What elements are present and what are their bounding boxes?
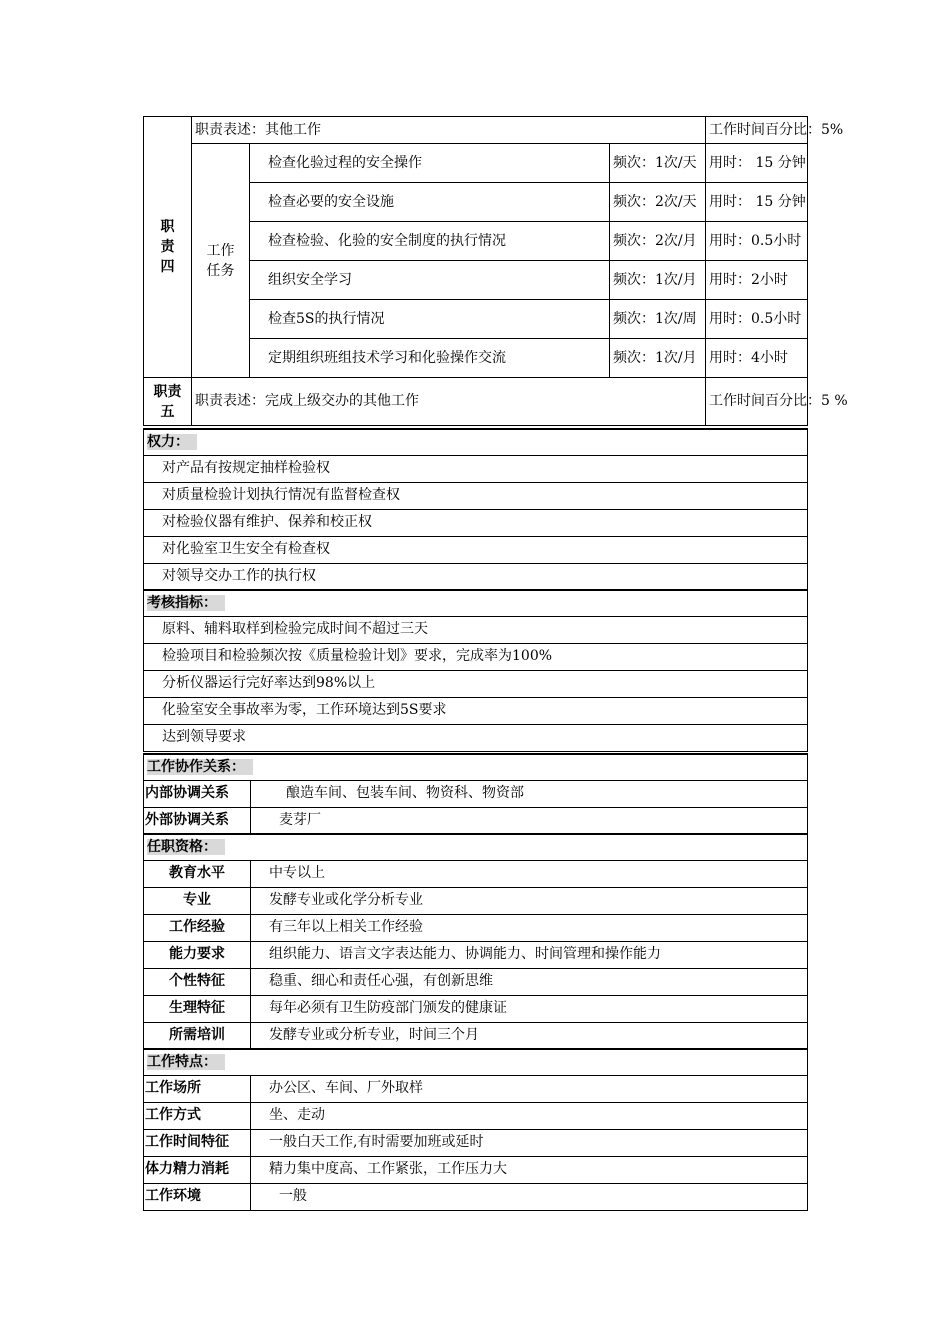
qualification-value: 每年必须有卫生防疫部门颁发的健康证 — [251, 995, 808, 1022]
task-frequency: 频次：2次/天 — [610, 183, 706, 222]
task-frequency: 频次：1次/周 — [610, 300, 706, 339]
cooperation-label: 外部协调关系 — [144, 807, 251, 834]
qualification-value: 发酵专业或分析专业，时间三个月 — [251, 1022, 808, 1049]
qualification-value: 稳重、细心和责任心强，有创新思维 — [251, 968, 808, 995]
duty5-percent: 工作时间百分比：5 % — [706, 378, 808, 426]
requirements-table — [143, 753, 808, 1211]
task-time: 用时：2小时 — [706, 261, 808, 300]
task-name: 检查化验过程的安全操作 — [250, 144, 610, 183]
authority-item: 对检验仪器有维护、保养和校正权 — [144, 509, 808, 536]
authority-item: 对化验室卫生安全有检查权 — [144, 536, 808, 563]
task-name: 检查检验、化验的安全制度的执行情况 — [250, 222, 610, 261]
qualification-label: 所需培训 — [144, 1022, 251, 1049]
qualification-label: 教育水平 — [144, 860, 251, 887]
feature-value: 坐、走动 — [251, 1102, 808, 1129]
task-name: 检查必要的安全设施 — [250, 183, 610, 222]
feature-label: 工作方式 — [144, 1102, 251, 1129]
task-time: 用时：0.5小时 — [706, 222, 808, 261]
feature-label: 体力精力消耗 — [144, 1156, 251, 1183]
task-time: 用时：4小时 — [706, 339, 808, 378]
authority-item: 对领导交办工作的执行权 — [144, 563, 808, 590]
qualification-value: 发酵专业或化学分析专业 — [251, 887, 808, 914]
feature-label: 工作时间特征 — [144, 1129, 251, 1156]
kpi-header: 考核指标： — [144, 590, 808, 616]
qualification-value: 有三年以上相关工作经验 — [251, 914, 808, 941]
qualification-label: 专业 — [144, 887, 251, 914]
feature-value: 一般白天工作,有时需要加班或延时 — [251, 1129, 808, 1156]
kpi-item: 达到领导要求 — [144, 724, 808, 751]
duty5-description: 职责表述：完成上级交办的其他工作 — [192, 378, 706, 426]
task-name: 定期组织班组技术学习和化验操作交流 — [250, 339, 610, 378]
task-frequency: 频次：2次/月 — [610, 222, 706, 261]
cooperation-value: 酿造车间、包装车间、物资科、物资部 — [251, 780, 808, 807]
cooperation-header: 工作协作关系： — [144, 754, 808, 780]
feature-value: 办公区、车间、厂外取样 — [251, 1075, 808, 1102]
duty5-label: 职责 五 — [144, 378, 192, 426]
authority-kpi-table — [143, 428, 808, 752]
task-frequency: 频次：1次/天 — [610, 144, 706, 183]
qualification-label: 个性特征 — [144, 968, 251, 995]
qualification-label: 能力要求 — [144, 941, 251, 968]
qualification-label: 工作经验 — [144, 914, 251, 941]
task-time: 用时：0.5小时 — [706, 300, 808, 339]
qualification-header: 任职资格： — [144, 834, 808, 860]
task-time: 用时： 15 分钟 — [706, 144, 808, 183]
authority-item: 对产品有按规定抽样检验权 — [144, 455, 808, 482]
kpi-item: 化验室安全事故率为零，工作环境达到5S要求 — [144, 697, 808, 724]
task-name: 组织安全学习 — [250, 261, 610, 300]
kpi-item: 检验项目和检验频次按《质量检验计划》要求，完成率为100% — [144, 643, 808, 670]
task-label: 工作 任务 — [192, 144, 250, 378]
duty4-description: 职责表述：其他工作 — [192, 117, 706, 144]
task-time: 用时： 15 分钟 — [706, 183, 808, 222]
feature-label: 工作场所 — [144, 1075, 251, 1102]
authority-header: 权力： — [144, 429, 808, 455]
qualification-label: 生理特征 — [144, 995, 251, 1022]
duty4-label: 职 责 四 — [144, 117, 192, 378]
duty4-percent: 工作时间百分比：5% — [706, 117, 808, 144]
cooperation-value: 麦芽厂 — [251, 807, 808, 834]
duties-table — [143, 116, 848, 426]
authority-item: 对质量检验计划执行情况有监督检查权 — [144, 482, 808, 509]
qualification-value: 中专以上 — [251, 860, 808, 887]
kpi-item: 原料、辅料取样到检验完成时间不超过三天 — [144, 616, 808, 643]
feature-label: 工作环境 — [144, 1183, 251, 1210]
task-frequency: 频次：1次/月 — [610, 339, 706, 378]
feature-value: 精力集中度高、工作紧张，工作压力大 — [251, 1156, 808, 1183]
kpi-item: 分析仪器运行完好率达到98%以上 — [144, 670, 808, 697]
task-frequency: 频次：1次/月 — [610, 261, 706, 300]
feature-value: 一般 — [251, 1183, 808, 1210]
task-name: 检查5S的执行情况 — [250, 300, 610, 339]
cooperation-label: 内部协调关系 — [144, 780, 251, 807]
features-header: 工作特点： — [144, 1049, 808, 1075]
qualification-value: 组织能力、语言文字表达能力、协调能力、时间管理和操作能力 — [251, 941, 808, 968]
